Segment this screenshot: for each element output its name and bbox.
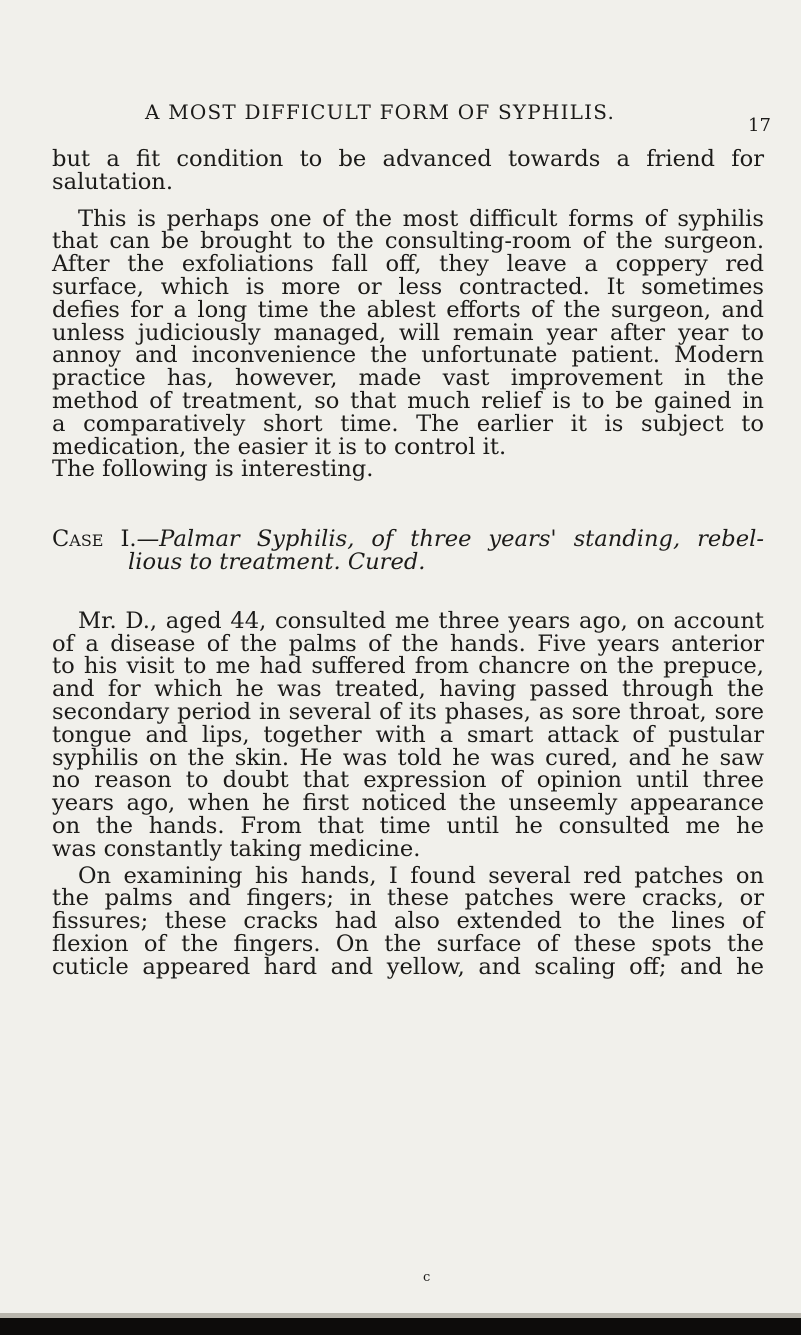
text-line: unless judiciously managed, will remain year after year to: [52, 319, 764, 346]
case-title-continuation: lious to treatment. Cured.: [128, 548, 426, 575]
text-line: surface, which is more or less contracted. It sometimes: [52, 273, 764, 300]
paragraph-syphilis-description: [52, 205, 764, 483]
text-line: After the exfoliations fall off, they leave a coppery red: [52, 251, 764, 278]
paragraph-continuation: [52, 148, 764, 194]
text-line: of a disease of the palms of the hands. Five years anterior: [52, 630, 764, 657]
signature-mark: c: [423, 1270, 431, 1285]
page-number: 17: [748, 115, 771, 136]
text-line: On examining his hands, I found several red patches on: [78, 862, 764, 889]
text-line: no reason to doubt that expression of opinion until three: [52, 767, 764, 794]
text-line: syphilis on the skin. He was told he was cured, and he saw: [52, 744, 764, 771]
text-line: the palms and fingers; in these patches were cracks, or: [52, 885, 764, 912]
text-line: medication, the easier it is to control it.: [52, 433, 507, 460]
case-title: —Palmar Syphilis, of three years' standing, rebel-: [136, 526, 764, 553]
paragraph-case-history: [52, 607, 764, 862]
text-line: flexion of the fingers. On the surface of these spots the: [52, 930, 764, 957]
text-line: on the hands. From that time until he consulted me he: [52, 812, 764, 839]
text-line: method of treatment, so that much relief is to be gained in: [52, 387, 764, 414]
body-text: [52, 148, 764, 979]
text-line: fissures; these cracks had also extended to the lines of: [52, 908, 764, 935]
text-line: years ago, when he first noticed the unseemly appearance: [52, 790, 764, 817]
text-line: The following is interesting.: [52, 456, 374, 483]
text-line: Mr. D., aged 44, consulted me three years ago, on account: [78, 607, 764, 634]
text-line: that can be brought to the consulting-room of the surgeon.: [52, 228, 764, 255]
text-line: cuticle appeared hard and yellow, and scaling off; and he: [52, 953, 764, 980]
text-line: a comparatively short time. The earlier it is subject to: [52, 410, 764, 437]
text-line: annoy and inconvenience the unfortunate patient. Modern: [52, 342, 764, 369]
case-label: Case I.: [52, 526, 137, 553]
running-title: A MOST DIFFICULT FORM OF SYPHILIS.: [145, 100, 615, 124]
text-line: secondary period in several of its phases, as sore throat, sore: [52, 698, 764, 725]
paragraph-examination: [52, 862, 764, 980]
text-line: tongue and lips, together with a smart attack of pustular: [52, 721, 764, 748]
case-heading: [52, 528, 764, 574]
text-line: This is perhaps one of the most difficult forms of syphilis: [78, 205, 764, 232]
text-line: was constantly taking medicine.: [52, 835, 421, 862]
text-line: and for which he was treated, having passed through the: [52, 676, 764, 703]
text-line: to his visit to me had suffered from chancre on the prepuce,: [52, 653, 764, 680]
text-line: salutation.: [52, 168, 174, 195]
case-heading-line: [52, 528, 764, 551]
text-line: but a fit condition to be advanced towards a friend for: [52, 146, 764, 172]
text-line: practice has, however, made vast improvement in the: [52, 365, 764, 392]
text-line: defies for a long time the ablest efforts of the surgeon, and: [52, 296, 764, 323]
scan-bottom-band: [0, 1318, 801, 1335]
